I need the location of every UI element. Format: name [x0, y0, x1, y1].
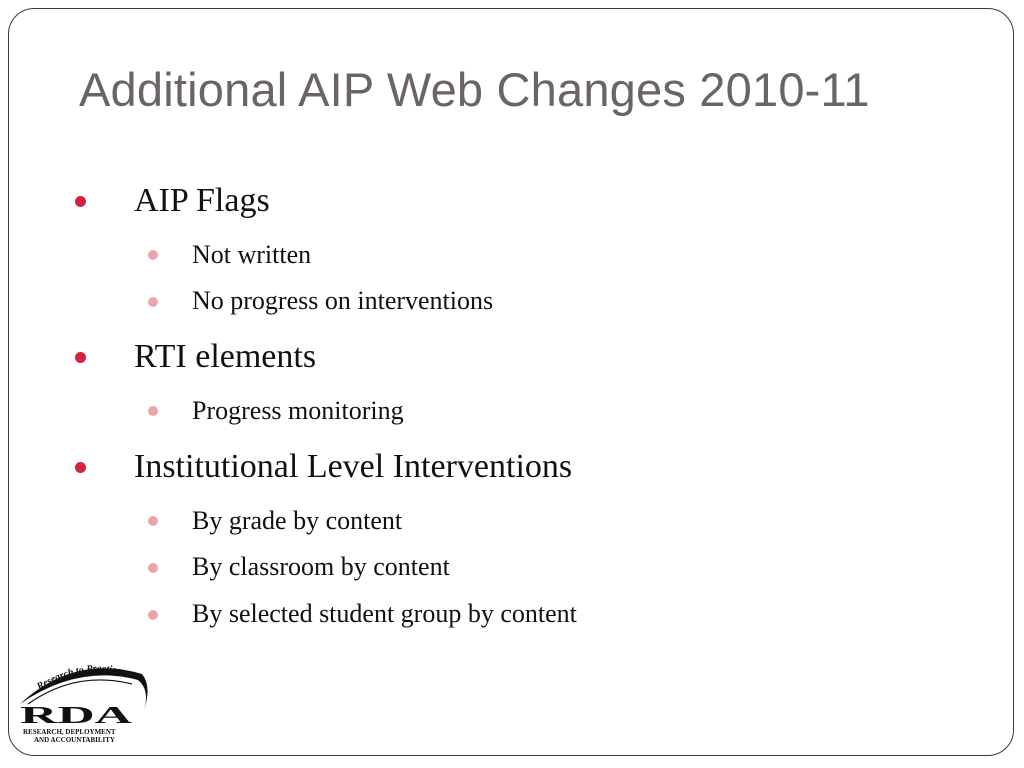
- sub-bullet-by-student-group: By selected student group by content: [192, 599, 577, 628]
- bullet-rti-elements: RTI elements: [134, 338, 317, 375]
- sub-bullet-progress-monitoring: Progress monitoring: [192, 396, 404, 425]
- logo-arc-text: Research to Practice: [34, 663, 122, 693]
- bullet-aip-flags: AIP Flags: [134, 182, 270, 219]
- slide-title: Additional AIP Web Changes 2010-11: [79, 63, 870, 116]
- secondary-bullet-marker: [148, 406, 158, 416]
- secondary-bullet-marker: [148, 516, 158, 526]
- primary-bullet-marker: [75, 196, 86, 207]
- primary-bullet-marker: [75, 462, 86, 473]
- secondary-bullet-marker: [148, 297, 158, 307]
- sub-bullet-no-progress: No progress on interventions: [192, 286, 494, 315]
- sub-bullet-not-written: Not written: [192, 240, 312, 269]
- slide-frame: [8, 8, 1014, 756]
- logo-line2: AND ACCOUNTABILITY: [34, 736, 115, 744]
- rda-logo: [14, 660, 152, 746]
- logo-line1: RESEARCH, DEPLOYMENT: [23, 728, 116, 736]
- secondary-bullet-marker: [148, 563, 158, 573]
- bullet-institutional-level: Institutional Level Interventions: [134, 448, 573, 485]
- logo-mark: RDA: [20, 703, 134, 729]
- secondary-bullet-marker: [148, 250, 158, 260]
- secondary-bullet-marker: [148, 610, 158, 620]
- sub-bullet-by-grade: By grade by content: [192, 506, 403, 535]
- sub-bullet-by-classroom: By classroom by content: [192, 552, 450, 581]
- primary-bullet-marker: [75, 352, 86, 363]
